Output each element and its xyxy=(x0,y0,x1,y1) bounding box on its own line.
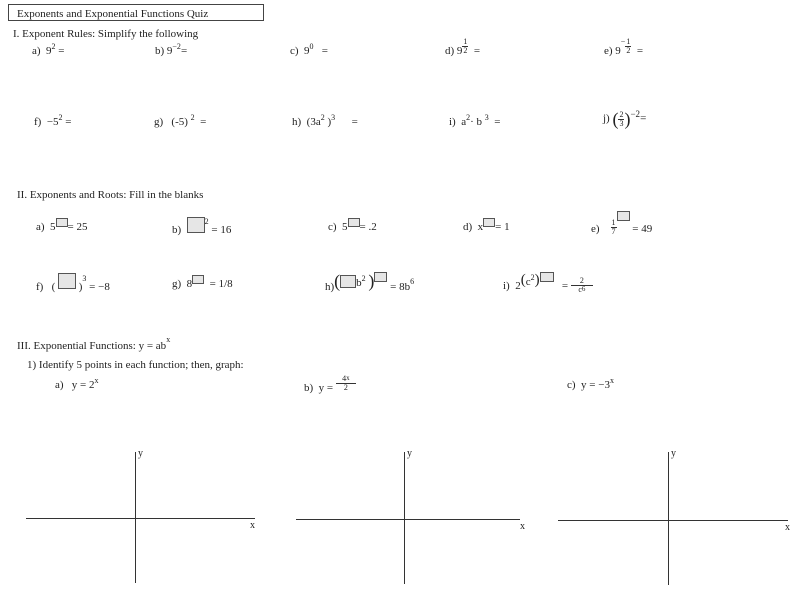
equals-sign: = xyxy=(65,116,72,128)
problem-2h: h)( $b^2$ ) = 8b6 xyxy=(325,271,415,293)
problem-label: f) xyxy=(34,116,42,128)
problem-label: i) xyxy=(449,116,456,128)
exponent: x xyxy=(166,335,171,344)
answer-blank[interactable] xyxy=(192,275,204,284)
right-hand-side: = 16 xyxy=(211,223,232,236)
base: 4 xyxy=(342,374,347,383)
right-hand-side: = 1/8 xyxy=(209,278,233,290)
section-3-header xyxy=(17,335,171,352)
base: 9 xyxy=(304,45,310,57)
base: 5 xyxy=(342,221,348,233)
exponent: 2 xyxy=(466,113,471,122)
right-hand-side: = 25 xyxy=(67,221,88,233)
base: c xyxy=(525,276,531,289)
answer-blank[interactable] xyxy=(374,272,387,282)
fraction-exponent xyxy=(462,38,468,55)
y-axis xyxy=(404,452,405,584)
x-axis xyxy=(296,519,520,520)
y-axis xyxy=(668,452,669,585)
problem-label: b) xyxy=(155,45,165,57)
problem-label: g) xyxy=(154,116,164,128)
section-1-header: I. Exponent Rules: Simplify the following xyxy=(13,28,199,40)
problem-label: d) xyxy=(463,221,473,233)
exponent: 3 xyxy=(82,273,87,283)
answer-blank[interactable] xyxy=(540,272,554,282)
problem-label: c) xyxy=(290,45,299,57)
y-axis-label: y xyxy=(671,448,676,459)
fraction-exponent xyxy=(625,38,631,55)
answer-blank[interactable] xyxy=(56,218,68,227)
negative-sign: − xyxy=(620,37,626,46)
exponent: 2 xyxy=(361,273,366,283)
fraction xyxy=(571,277,593,294)
base: a xyxy=(461,116,467,128)
base: 9 xyxy=(166,45,173,57)
fraction xyxy=(336,375,356,392)
base: 9 xyxy=(456,45,463,57)
exponent: 3 xyxy=(484,113,489,122)
equals-sign: = xyxy=(473,45,481,57)
problem-1a xyxy=(32,42,65,57)
denominator xyxy=(571,286,593,294)
equals-sign: = xyxy=(180,45,188,57)
exponent: 6 xyxy=(410,276,415,286)
x-axis xyxy=(558,520,788,521)
function-expression: y = xyxy=(318,382,334,395)
problem-label: c) xyxy=(567,379,576,391)
problem-2g xyxy=(172,279,233,290)
close-paren: ) xyxy=(78,280,83,293)
problem-label: d) xyxy=(445,45,455,57)
problem-label: h) xyxy=(292,116,302,128)
problem-label: j) xyxy=(603,112,610,125)
exponent: 0 xyxy=(309,42,314,51)
numerator: 2 xyxy=(619,109,624,119)
exponent: x xyxy=(609,376,614,385)
function-a xyxy=(55,376,99,391)
denominator: 2 xyxy=(626,46,631,55)
problem-1e xyxy=(604,38,643,55)
y-axis xyxy=(135,452,136,583)
denominator: 2 xyxy=(343,383,348,392)
exponent: 2 xyxy=(58,113,63,122)
equals-sign: = xyxy=(494,116,501,128)
right-hand-side: = 8b xyxy=(390,280,411,293)
problem-1j: j) ( $\frac{2}{3}$ )$^{-2}$= xyxy=(603,109,647,129)
problem-2c xyxy=(328,222,377,233)
problem-label: i) xyxy=(503,280,510,293)
problem-2a xyxy=(36,222,88,233)
answer-blank[interactable] xyxy=(58,273,76,289)
problem-label: f) xyxy=(36,280,44,293)
answer-blank[interactable] xyxy=(348,218,360,227)
function-b xyxy=(304,373,356,395)
fraction xyxy=(611,219,617,236)
numerator: 1 xyxy=(611,218,616,227)
exponent: 2 xyxy=(190,113,195,122)
y-axis-label: y xyxy=(407,448,412,459)
base: (-5) xyxy=(171,116,188,128)
base: −5 xyxy=(46,116,59,128)
problem-1d xyxy=(445,38,480,55)
problem-label: e) xyxy=(591,223,600,236)
base: 9 xyxy=(615,45,621,57)
base: 5 xyxy=(50,221,56,233)
answer-blank[interactable] xyxy=(340,275,356,288)
equals-sign: = xyxy=(321,45,329,57)
exponent: 2 xyxy=(320,113,325,122)
right-hand-side: = 1 xyxy=(495,221,510,233)
quiz-title: Exponents and Exponential Functions Quiz xyxy=(17,8,209,20)
problem-label: h) xyxy=(325,280,335,293)
x-axis-label: x xyxy=(520,521,525,532)
exponent: 2 xyxy=(51,42,56,51)
problem-1h xyxy=(292,113,358,128)
exponent: 2 xyxy=(530,273,535,283)
x-axis-label: x xyxy=(250,520,255,531)
exponent: −2 xyxy=(630,109,641,119)
exponent: 6 xyxy=(581,285,586,293)
problem-2e xyxy=(591,211,653,236)
problem-label: c) xyxy=(328,221,337,233)
answer-blank[interactable] xyxy=(617,211,630,221)
section-3-instruction: 1) Identify 5 points in each function; then, graph: xyxy=(27,359,244,371)
numerator: 2 xyxy=(571,277,593,286)
section-2-header: II. Exponents and Roots: Fill in the blanks xyxy=(17,189,204,201)
equals-sign: = xyxy=(636,45,644,57)
function-c xyxy=(567,376,614,391)
problem-1g xyxy=(154,113,207,128)
equals-sign: = xyxy=(58,45,65,57)
problem-label: a) xyxy=(32,45,41,57)
base: 8 xyxy=(186,278,193,290)
denominator: 7 xyxy=(611,227,616,236)
right-hand-side: = 49 xyxy=(632,223,653,236)
problem-label: b) xyxy=(172,223,182,236)
equals-sign: = xyxy=(200,116,207,128)
quiz-title-box xyxy=(8,4,264,21)
base: 9 xyxy=(46,45,52,57)
problem-label: a) xyxy=(36,221,45,233)
problem-1b xyxy=(155,42,188,57)
problem-label: e) xyxy=(604,45,613,57)
coefficient: 2 xyxy=(515,280,521,293)
problem-2b xyxy=(172,216,232,236)
product: · b xyxy=(470,116,483,128)
base: c xyxy=(578,285,582,294)
exponent: 2 xyxy=(204,216,209,226)
base: x xyxy=(477,221,484,233)
function-expression: y = −3 xyxy=(581,379,610,391)
y-axis-label: y xyxy=(138,448,143,459)
problem-1f xyxy=(34,113,72,128)
denominator: 2 xyxy=(463,46,468,55)
problem-2f xyxy=(36,273,110,293)
problem-1c xyxy=(290,42,329,57)
exponent: 3 xyxy=(331,113,336,122)
open-paren: ( xyxy=(51,280,56,293)
function-expression: y = 2 xyxy=(71,379,95,391)
right-hand-side: = .2 xyxy=(359,221,377,233)
answer-blank[interactable] xyxy=(483,218,495,227)
exponent: x xyxy=(346,374,350,382)
x-axis xyxy=(26,518,255,519)
numerator: 1 xyxy=(463,37,468,46)
denominator: 3 xyxy=(619,118,624,128)
equals-sign: = xyxy=(640,112,647,125)
exponent: x xyxy=(94,376,99,385)
base: b xyxy=(356,276,362,289)
problem-1i xyxy=(449,113,501,128)
close-paren: ) xyxy=(327,116,332,128)
x-axis-label: x xyxy=(785,522,790,533)
equals-sign: = xyxy=(561,280,569,293)
problem-2d xyxy=(463,222,510,233)
right-hand-side: = −8 xyxy=(89,280,110,293)
problem-2i: i) $2(c^2)$ = $\frac{2}{c6}$ xyxy=(503,272,593,289)
problem-label: g) xyxy=(172,278,182,290)
problem-label: b) xyxy=(304,382,314,395)
base: (3a xyxy=(306,116,321,128)
section-3-header-text: III. Exponential Functions: y = ab xyxy=(17,340,167,352)
problem-label: a) xyxy=(55,379,64,391)
exponent: −2 xyxy=(172,42,181,51)
equals-sign: = xyxy=(351,116,358,128)
numerator: 1 xyxy=(626,37,631,46)
answer-blank[interactable] xyxy=(187,217,205,233)
